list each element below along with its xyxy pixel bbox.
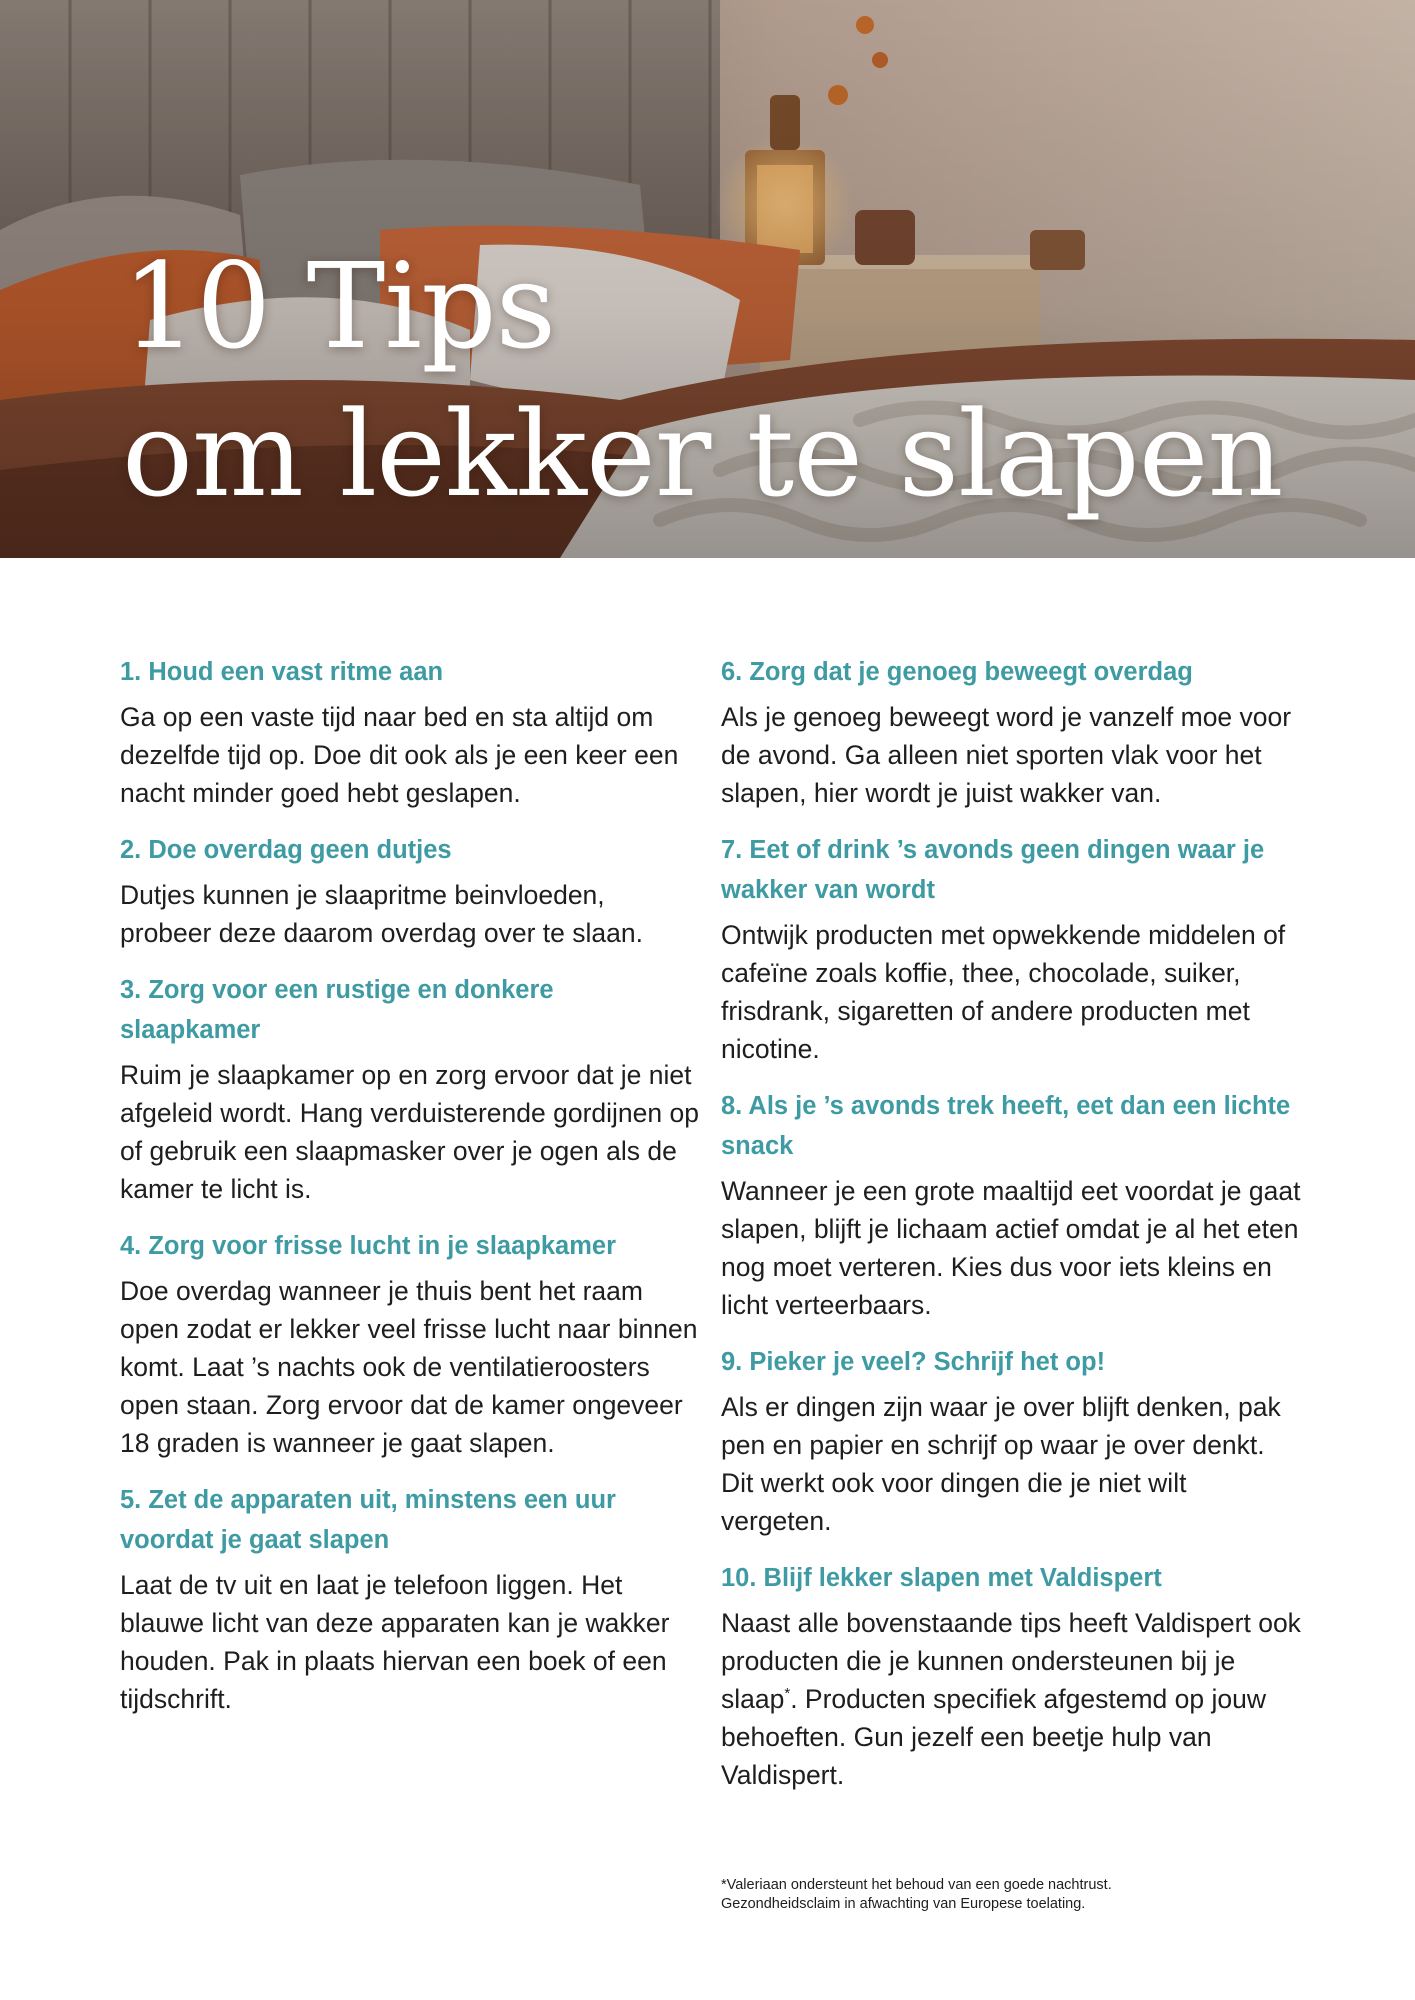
page-title xyxy=(122,232,1283,528)
tip-4 xyxy=(120,1226,700,1462)
tip-heading: 5. Zet de apparaten uit, minstens een uur voordat je gaat slapen xyxy=(120,1486,616,1554)
tip-heading: 9. Pieker je veel? Schrijf het op! xyxy=(721,1348,1106,1376)
tip-6 xyxy=(721,652,1301,812)
tip-body-text: . Producten specifiek afgestemd op jouw behoeften. Gun jezelf een beetje hulp van Valdispert. xyxy=(721,1684,1266,1790)
tip-heading: 1. Houd een vast ritme aan xyxy=(120,658,444,686)
tip-heading: 4. Zorg voor frisse lucht in je slaapkamer xyxy=(120,1232,617,1260)
footnote xyxy=(721,1876,1281,1914)
tip-heading: 2. Doe overdag geen dutjes xyxy=(120,836,452,864)
tip-body: Ontwijk producten met opwekkende middelen of cafeïne zoals koffie, thee, chocolade, suiker, frisdrank, sigaretten of andere producten met nicotine. xyxy=(721,920,1286,1064)
tip-heading: 8. Als je ’s avonds trek heeft, eet dan een lichte snack xyxy=(721,1092,1291,1160)
tips-column-right xyxy=(721,652,1301,1812)
tip-heading: 7. Eet of drink ’s avonds geen dingen waar je wakker van wordt xyxy=(721,836,1265,904)
tip-8 xyxy=(721,1086,1301,1324)
tip-body: Wanneer je een grote maaltijd eet voordat je gaat slapen, blijft je lichaam actief omdat je al het eten nog moet verteren. Kies dus voor iets kleins en licht verteerbaars. xyxy=(721,1176,1301,1320)
tip-heading: 3. Zorg voor een rustige en donkere slaapkamer xyxy=(120,976,554,1044)
tip-body: Doe overdag wanneer je thuis bent het raam open zodat er lekker veel frisse lucht naar binnen komt. Laat ’s nachts ook de ventilatieroosters open staan. Zorg ervoor dat de kamer ongeveer 18 graden is wanneer je gaat slapen. xyxy=(120,1276,698,1458)
tip-body: Als je genoeg beweegt word je vanzelf moe voor de avond. Ga alleen niet sporten vlak voor het slapen, hier wordt je juist wakker van. xyxy=(721,702,1292,808)
title-line-2: om lekker te slapen xyxy=(122,385,1283,523)
footnote-line: Gezondheidsclaim in afwachting van Europese toelating. xyxy=(721,1896,1086,1912)
tip-body: Ga op een vaste tijd naar bed en sta altijd om dezelfde tijd op. Doe dit ook als je een keer een nacht minder goed hebt geslapen. xyxy=(120,702,679,808)
tip-body: Laat de tv uit en laat je telefoon liggen. Het blauwe licht van deze apparaten kan je wakker houden. Pak in plaats hiervan een boek of een tijdschrift. xyxy=(120,1570,670,1714)
hero-banner xyxy=(0,0,1415,558)
tip-9 xyxy=(721,1342,1301,1540)
tip-heading: 6. Zorg dat je genoeg beweegt overdag xyxy=(721,658,1193,686)
tip-3 xyxy=(120,970,700,1208)
tip-10 xyxy=(721,1558,1301,1794)
footnote-marker: * xyxy=(784,1685,791,1703)
tip-body: Dutjes kunnen je slaapritme beinvloeden, probeer deze daarom overdag over te slaan. xyxy=(120,880,643,948)
tip-body: Als er dingen zijn waar je over blijft denken, pak pen en papier en schrijf op waar je over denkt. Dit werkt ook voor dingen die je niet wilt vergeten. xyxy=(721,1392,1281,1536)
tip-7 xyxy=(721,830,1301,1068)
tip-body-text: Naast alle bovenstaande tips heeft Valdispert ook producten die je kunnen ondersteunen bij je slaap xyxy=(721,1608,1301,1714)
title-line-1: 10 Tips xyxy=(122,237,556,375)
tip-body: Ruim je slaapkamer op en zorg ervoor dat je niet afgeleid wordt. Hang verduisterende gordijnen op of gebruik een slaapmasker over je ogen als de kamer te licht is. xyxy=(120,1060,699,1204)
tip-heading: 10. Blijf lekker slapen met Valdispert xyxy=(721,1564,1162,1592)
tip-body xyxy=(721,1604,1301,1794)
tip-2 xyxy=(120,830,700,952)
tip-5 xyxy=(120,1480,700,1718)
tip-1 xyxy=(120,652,700,812)
footnote-line: *Valeriaan ondersteunt het behoud van een goede nachtrust. xyxy=(721,1877,1112,1893)
tips-column-left xyxy=(120,652,700,1736)
